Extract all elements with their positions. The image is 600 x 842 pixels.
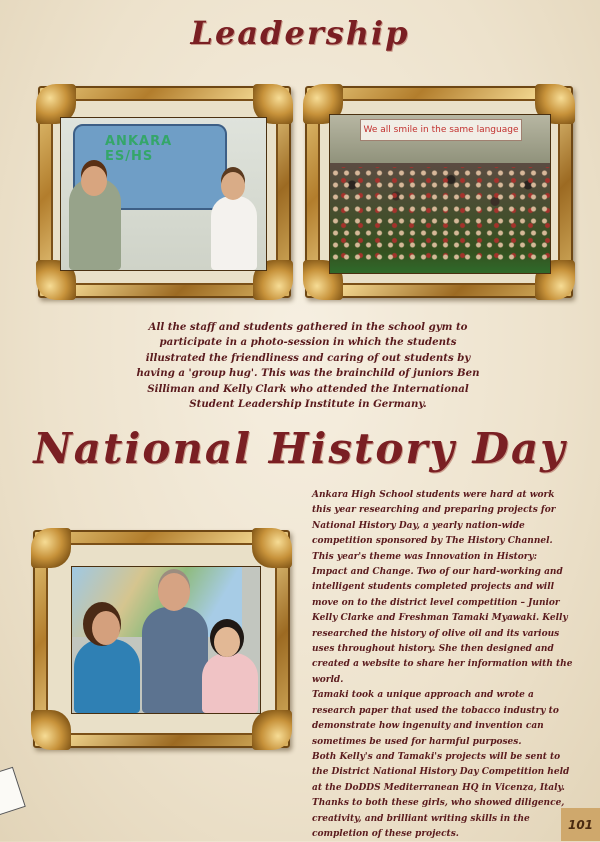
student-left bbox=[74, 639, 140, 713]
national-history-day-title: National History Day bbox=[33, 424, 567, 473]
history-day-article bbox=[312, 488, 574, 842]
student-boy bbox=[211, 196, 257, 270]
photo-frame-leadership-1 bbox=[38, 86, 291, 298]
photo-group-hug-gym bbox=[329, 114, 551, 274]
photo-students-with-teacher bbox=[71, 566, 261, 714]
frame-ornament-icon bbox=[31, 528, 71, 568]
article-paragraph: Tamaki took a unique approach and wrote a research paper that used the tobacco industry to demonstrate how ingenuity and invention can sometimes be used for harmful purposes. bbox=[312, 690, 559, 747]
student-boy-head bbox=[221, 172, 245, 200]
student-right bbox=[202, 653, 258, 713]
frame-ornament-icon bbox=[252, 528, 292, 568]
photo-frame-leadership-2 bbox=[305, 86, 573, 298]
page-number bbox=[561, 808, 600, 841]
leadership-caption: All the staff and students gathered in the school gym to participate in a photo-session in which the students illustrated the friendliness and caring of out students by having a 'group hug'. This was the brainchild of juniors Ben Silliman and Kelly Clark who attended the International Student Leadership Institute in Germany. bbox=[136, 321, 480, 411]
article-paragraph: Both Kelly's and Tamaki's projects will be sent to the District National History Day Competition held at the DoDDS Mediterranean HQ in Vicenza, Italy. Thanks to both these girls, who showed diligence, creativity, and brilliant writing skills in the completion of these projects. bbox=[312, 751, 570, 839]
crowd-faces bbox=[330, 167, 550, 263]
leadership-title: Leadership bbox=[190, 14, 410, 52]
student-girl-head bbox=[81, 166, 107, 196]
photo-students-by-map bbox=[60, 117, 267, 271]
gym-banner: We all smile in the same language bbox=[360, 119, 522, 141]
photo-frame-history-day bbox=[33, 530, 290, 748]
frame-ornament-icon bbox=[31, 710, 71, 750]
teacher bbox=[142, 607, 208, 713]
student-left-head bbox=[92, 611, 120, 645]
frame-ornament-icon bbox=[252, 710, 292, 750]
board-sign-text: ANKARA ES/HS bbox=[105, 134, 173, 164]
teacher-head bbox=[158, 573, 190, 611]
page-number-text: 101 bbox=[567, 817, 594, 832]
paper-corner-decoration bbox=[0, 767, 26, 816]
student-right-head bbox=[214, 627, 240, 657]
article-paragraph: Ankara High School students were hard at work this year researching and preparing projects for National History Day, a yearly nation-wide competition sponsored by The History Channel. This year's theme was Innovation in History: Impact and Change. Two of our hard-working and intelligent students completed projects and will move on to the district level competition – Junior Kelly Clarke and Freshman Tamaki Myawaki. Kelly researched the history of olive oil and its various uses throughout history. She then designed and created a website to share her information with the world. bbox=[312, 490, 573, 685]
